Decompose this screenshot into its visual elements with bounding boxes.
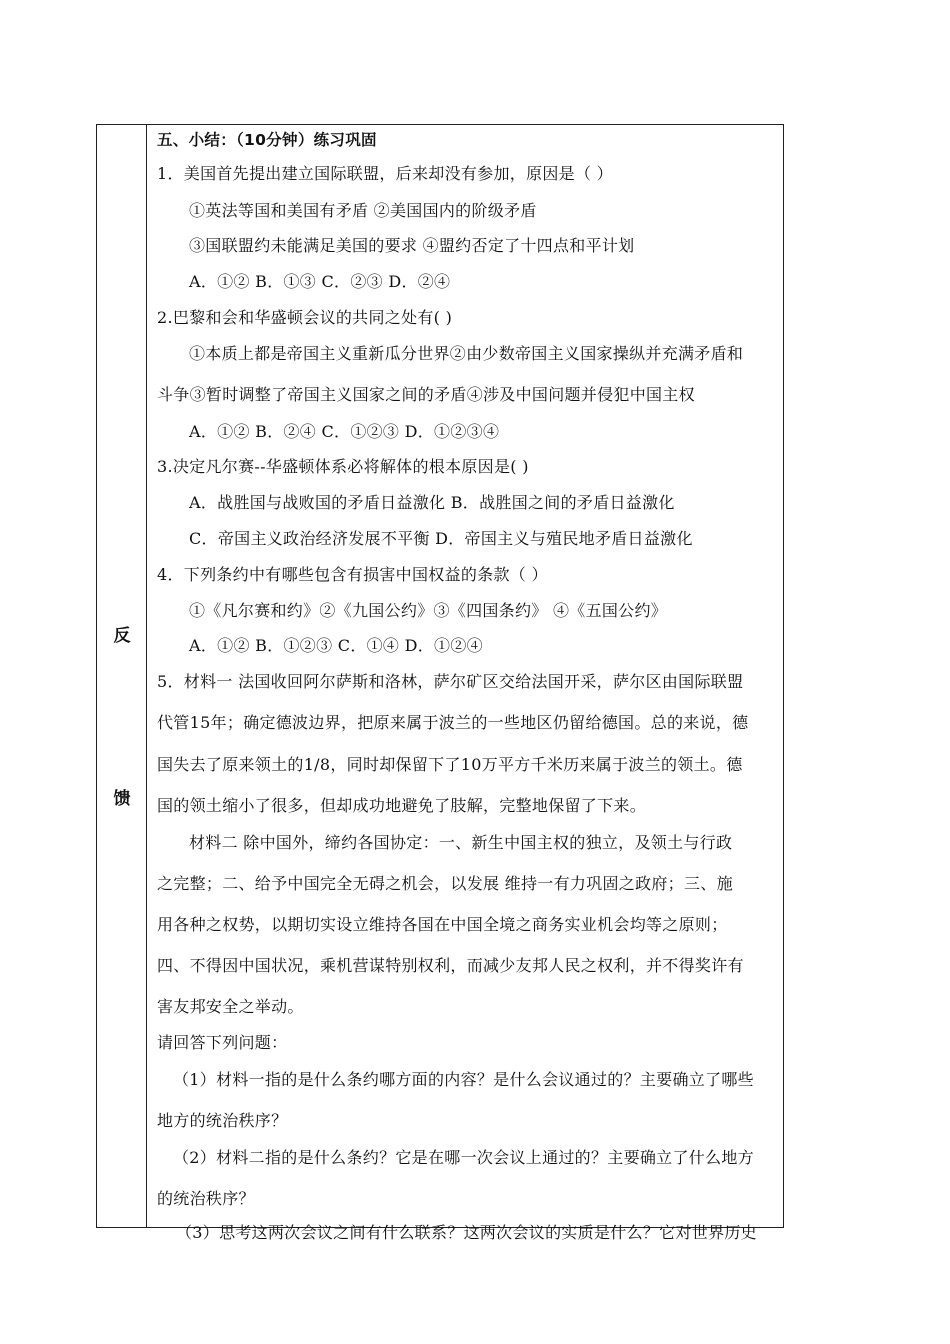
q1-option-line-1: ①英法等国和美国有矛盾 ②美国国内的阶级矛盾 [189, 201, 537, 220]
question-4: 4．下列条约中有哪些包含有损害中国权益的条款（ ） [157, 565, 548, 584]
sub-question-2-line-1: （2）材料二指的是什么条约？它是在哪一次会议上通过的？主要确立了什么地方 [173, 1148, 754, 1167]
sub-question-2-line-2: 的统治秩序？ [157, 1189, 255, 1208]
q1-option-line-2: ③国联盟约未能满足美国的要求 ④盟约否定了十四点和平计划 [189, 236, 635, 255]
material-2-line-1: 材料二 除中国外，缔约各国协定：一、新生中国主权的独立，及领土与行政 [189, 833, 733, 852]
feedback-table [96, 124, 784, 1228]
q3-options-cd: C．帝国主义政治经济发展不平衡 D．帝国主义与殖民地矛盾日益激化 [189, 529, 693, 548]
material-2-line-5: 害友邦安全之举动。 [157, 997, 304, 1016]
material-1-line-3: 国失去了原来领土的1/8，同时却保留下了10万平方千米历来属于波兰的领土。德 [157, 755, 743, 774]
q1-answers: A．①② B．①③ C．②③ D．②④ [189, 272, 451, 291]
section-title: 五、小结：（10分钟）练习巩固 [157, 131, 377, 149]
q2-statement-line-1: ①本质上都是帝国主义重新瓜分世界②由少数帝国主义国家操纵并充满矛盾和 [189, 344, 744, 363]
question-3: 3.决定凡尔赛--华盛顿体系必将解体的根本原因是( ) [157, 457, 529, 476]
q3-options-ab: A．战胜国与战败国的矛盾日益激化 B．战胜国之间的矛盾日益激化 [189, 493, 675, 512]
q2-statement-line-2: 斗争③暂时调整了帝国主义国家之间的矛盾④涉及中国问题并侵犯中国主权 [157, 385, 695, 404]
side-label-top: 反 [113, 626, 131, 646]
material-2-line-2: 之完整；二、给予中国完全无碍之机会，以发展 维持一有力巩固之政府；三、施 [157, 874, 733, 893]
answer-prompt: 请回答下列问题： [157, 1033, 288, 1052]
material-2-line-3: 用各种之权势，以期切实设立维持各国在中国全境之商务实业机会均等之原则； [157, 915, 728, 934]
sub-question-1-line-2: 地方的统治秩序？ [157, 1111, 288, 1130]
sub-question-3-line-1: （3）思考这两次会议之间有什么联系？这两次会议的实质是什么？它对世界历史 [176, 1223, 757, 1242]
material-1-line-4: 国的领土缩小了很多，但却成功地避免了肢解，完整地保留了下来。 [157, 796, 647, 815]
side-label-column [97, 125, 147, 1227]
question-1: 1．美国首先提出建立国际联盟，后来却没有参加，原因是（ ） [157, 164, 613, 183]
material-1-line-1: 5．材料一 法国收回阿尔萨斯和洛林，萨尔矿区交给法国开采，萨尔区由国际联盟 [157, 672, 744, 691]
q2-answers: A．①② B．②④ C．①②③ D．①②③④ [189, 422, 500, 441]
question-2: 2.巴黎和会和华盛顿会议的共同之处有( ) [157, 308, 453, 327]
sub-question-1-line-1: （1）材料一指的是什么条约哪方面的内容？是什么会议通过的？主要确立了哪些 [173, 1070, 754, 1089]
q4-answers: A．①② B．①②③ C．①④ D．①②④ [189, 636, 483, 655]
material-1-line-2: 代管15年；确定德波边界，把原来属于波兰的一些地区仍留给德国。总的来说，德 [157, 713, 749, 732]
side-label-bottom: 馈 [113, 789, 131, 809]
q4-statements: ①《凡尔赛和约》②《九国公约》③《四国条约》 ④《五国公约》 [189, 601, 668, 620]
material-2-line-4: 四、不得因中国状况，乘机营谋特别权利，而减少友邦人民之权利，并不得奖许有 [157, 956, 744, 975]
